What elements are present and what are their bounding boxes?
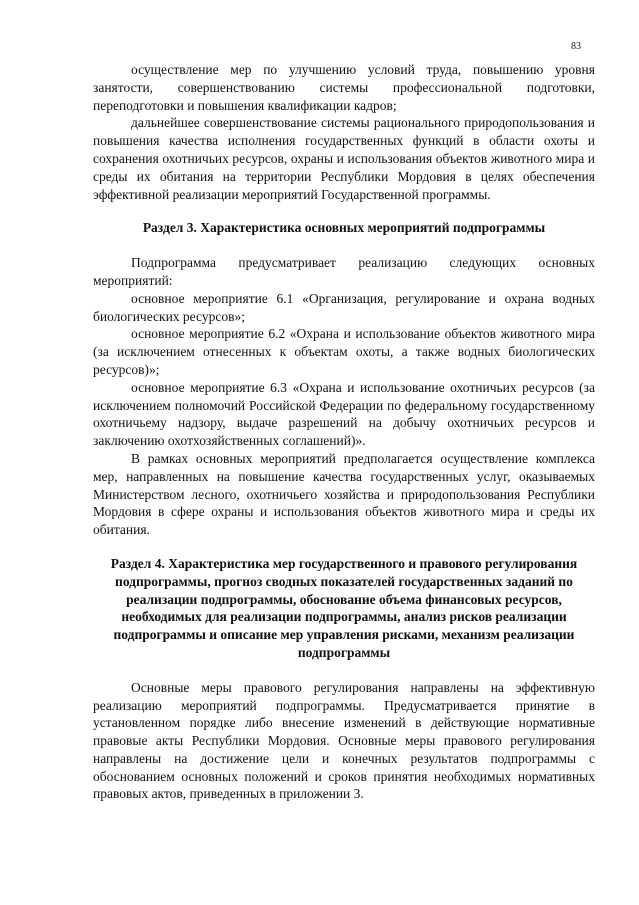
page-number: 83 — [571, 41, 581, 52]
paragraph: основное мероприятие 6.3 «Охрана и использование охотничьих ресурсов (за исключением полномочий Российской Федерации по федеральному государственному охотничьему надзору, выдаче разрешений на добычу охотничьих ресурсов и заключению охотхозяйственных соглашений)». — [93, 379, 595, 449]
paragraph: дальнейшее совершенствование системы рационального природопользования и повышения качества исполнения государственных функций в области охоты и сохранения охотничьих ресурсов, охраны и использования объектов животного мира и среды их обитания на территории Республики Мордовия в целях обеспечения эффективной реализации мероприятий Государственной программы. — [93, 115, 595, 202]
paragraph: осуществление мер по улучшению условий труда, повышению уровня занятости, совершенствованию системы профессиональной подготовки, переподготовки и повышения квалификации кадров; — [93, 62, 595, 113]
paragraph: Основные меры правового регулирования направлены на эффективную реализацию мероприятий подпрограммы. Предусматривается принятие в установленном порядке либо внесение изменений в действующие нормативные правовые акты Республики Мордовия. Основные меры правового регулирования направлены на достижение цели и конечных результатов подпрограммы с обоснованием основных положений и сроков принятия необходимых нормативных правовых актов, приведенных в приложении 3. — [93, 679, 595, 802]
paragraph: основное мероприятие 6.1 «Организация, регулирование и охрана водных биологических ресурсов»; — [93, 290, 595, 324]
paragraph: основное мероприятие 6.2 «Охрана и использование объектов животного мира (за исключением отнесенных к объектам охоты, а также водных биологических ресурсов)»; — [93, 326, 595, 377]
paragraph: Подпрограмма предусматривает реализацию следующих основных мероприятий: — [93, 255, 595, 288]
section-3-heading: Раздел 3. Характеристика основных мероприятий подпрограммы — [142, 220, 546, 236]
document-body — [93, 61, 595, 803]
paragraph: В рамках основных мероприятий предполагается осуществление комплекса мер, направленных на повышение качества государственных услуг, оказываемых Министерством лесного, охотничьего хозяйства и природопользования Республики Мордовия в сфере охраны и использования объектов животного мира и среды их обитания. — [93, 450, 595, 538]
section-4-heading: Раздел 4. Характеристика мер государственного и правового регулирования подпрограммы, прогноз сводных показателей государственных заданий по реализации подпрограммы, обоснование объема финансовых ресурсов, необходимых для реализации подпрограммы, анализ рисков реализации подпрограммы и описание мер управления рисками, механизм реализации подпрограммы — [110, 555, 578, 660]
